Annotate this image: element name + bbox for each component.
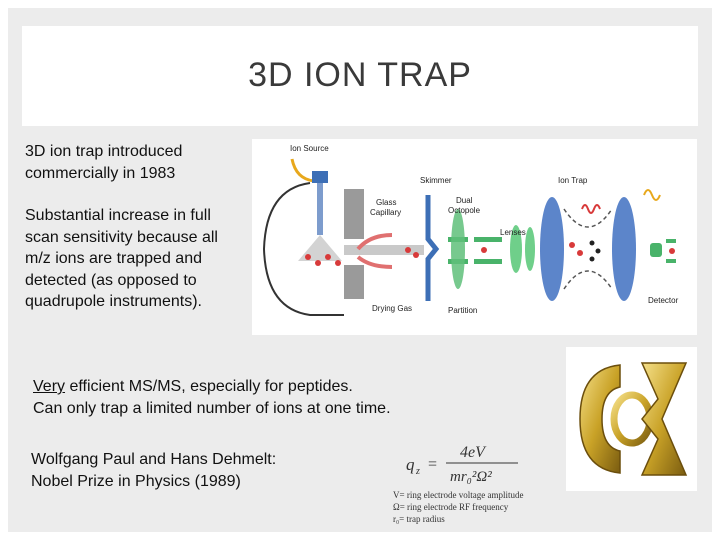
trap-part-k — [642, 363, 686, 475]
ion-source-arc — [292, 159, 314, 181]
ion — [481, 247, 487, 253]
legend-voltage: V= ring electrode voltage amplitude — [393, 490, 524, 500]
ion — [596, 249, 601, 254]
bullet-msms — [33, 376, 463, 398]
nobel-block — [31, 449, 351, 492]
glass-capillary — [344, 245, 424, 255]
legend-radius: r₀= trap radius — [393, 514, 445, 524]
detector-body — [650, 243, 662, 257]
label-ion-source: Ion Source — [290, 144, 329, 153]
ion-trap-photo — [566, 347, 697, 491]
bullet-sensitivity: Substantial increase in full scan sensitivity because all m/z ions are trapped and detected (as opposed to quadrupole instruments). — [25, 207, 218, 310]
title-box — [22, 26, 698, 126]
ion-source-body — [312, 171, 328, 183]
trapped-ions — [590, 241, 601, 262]
ion — [669, 248, 675, 254]
ion — [305, 254, 311, 260]
ion-trap-svg — [252, 139, 697, 335]
ion — [413, 252, 419, 258]
label-lenses: Lenses — [500, 228, 526, 237]
slide-title: 3D ION TRAP — [248, 56, 472, 94]
bullet-limited-ions: Can only trap a limited number of ions at one time. — [33, 399, 391, 417]
lens-2 — [525, 227, 535, 271]
ring-electrode-top — [564, 209, 612, 227]
ion — [335, 260, 341, 266]
legend-frequency: Ω= ring electrode RF frequency — [393, 502, 509, 512]
bullet-msms-block — [33, 376, 463, 419]
bullet-msms-rest: efficient MS/MS, especially for peptides. — [65, 378, 353, 395]
capillary-block-top — [344, 189, 364, 239]
capillary-block-bottom — [344, 265, 364, 299]
mathieu-q-formula — [396, 437, 566, 487]
label-ion-trap: Ion Trap — [558, 176, 588, 185]
ion — [569, 242, 575, 248]
partition — [451, 209, 465, 289]
nobel-prize: Nobel Prize in Physics (1989) — [31, 472, 241, 490]
formula-lhs-sub: z — [416, 466, 420, 477]
formula-numerator: 4eV — [460, 444, 485, 461]
spray-plume — [298, 235, 342, 261]
formula-equals: = — [428, 456, 438, 473]
ring-electrode-bottom — [564, 271, 612, 289]
ion — [590, 241, 595, 246]
octopole-rod-3 — [474, 237, 502, 242]
label-octopole: Octopole — [448, 206, 481, 215]
label-detector: Detector — [648, 296, 679, 305]
label-dual: Dual — [456, 196, 473, 205]
label-skimmer: Skimmer — [420, 176, 452, 185]
trap-endcap-left — [540, 197, 564, 301]
rf-signal-icon — [582, 205, 600, 213]
ion — [315, 260, 321, 266]
emphasis-word: Very — [33, 378, 66, 395]
formula-denominator: mr₀²Ω² — [450, 469, 492, 485]
ac-signal-icon — [644, 190, 660, 200]
label-partition: Partition — [448, 306, 478, 315]
octopole-rod-4 — [474, 259, 502, 264]
label-drying-gas: Drying Gas — [372, 304, 413, 313]
ion — [577, 250, 583, 256]
label-capillary: Capillary — [370, 208, 402, 217]
bullet-intro-1983: 3D ion trap introduced commercially in 1983 — [25, 143, 183, 182]
ion — [405, 247, 411, 253]
formula-lhs: q — [406, 455, 415, 474]
label-glass: Glass — [376, 198, 397, 207]
formula-svg — [396, 437, 566, 487]
ion — [325, 254, 331, 260]
ion-trap-diagram — [252, 139, 697, 335]
nobel-names: Wolfgang Paul and Hans Dehmelt: — [31, 451, 277, 468]
ion-source-needle — [317, 183, 323, 235]
ion — [590, 257, 595, 262]
skimmer — [428, 195, 436, 301]
trap-endcap-right — [612, 197, 636, 301]
spray-chamber-outline — [264, 183, 344, 315]
ion-trap-photo-svg — [566, 347, 697, 491]
formula-legend — [393, 489, 524, 525]
